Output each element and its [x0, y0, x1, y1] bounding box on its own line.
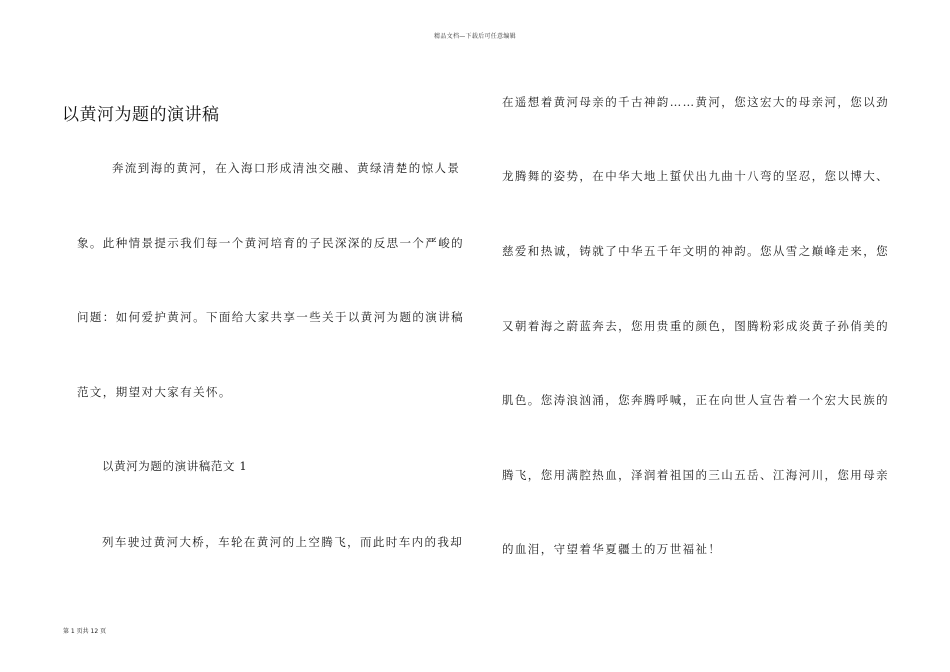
body-line: 象。此种情景提示我们每一个黄河培育的子民深深的反思一个严峻的 — [77, 236, 464, 250]
body-line: 慈爱和热诚，铸就了中华五千年文明的神韵。您从雪之巅峰走来，您 — [502, 244, 889, 258]
body-line: 龙腾舞的姿势，在中华大地上蜇伏出九曲十八弯的坚忍，您以博大、 — [502, 169, 889, 183]
body-line: 的血泪，守望着华夏疆土的万世福祉！ — [502, 542, 722, 556]
body-line: 范文，期望对大家有关怀。 — [77, 385, 232, 399]
body-line: 列车驶过黄河大桥，车轮在黄河的上空腾飞，而此时车内的我却 — [102, 535, 464, 549]
body-line: 问题：如何爱护黄河。下面给大家共享一些关于以黄河为题的演讲稿 — [77, 310, 464, 324]
body-line: 肌色。您涛浪汹涌，您奔腾呼喊，正在向世人宣告着一个宏大民族的 — [502, 393, 889, 407]
body-line: 奔流到海的黄河，在入海口形成清浊交融、黄绿清楚的惊人景 — [112, 161, 461, 175]
body-line: 在遥想着黄河母亲的千古神韵……黄河，您这宏大的母亲河，您以劲 — [502, 95, 889, 109]
page-header-note: 精品文档—下载后可任意编辑 — [434, 33, 516, 40]
page-number-footer: 第 1 页共 12 页 — [63, 628, 107, 635]
section-heading: 以黄河为题的演讲稿范文 1 — [102, 459, 248, 473]
body-line: 又朝着海之蔚蓝奔去，您用贵重的颜色，图腾粉彩成炎黄子孙俏美的 — [502, 319, 889, 333]
body-line: 腾飞，您用满腔热血，泽润着祖国的三山五岳、江海河川，您用母亲 — [502, 468, 889, 482]
document-title: 以黄河为题的演讲稿 — [62, 105, 220, 126]
